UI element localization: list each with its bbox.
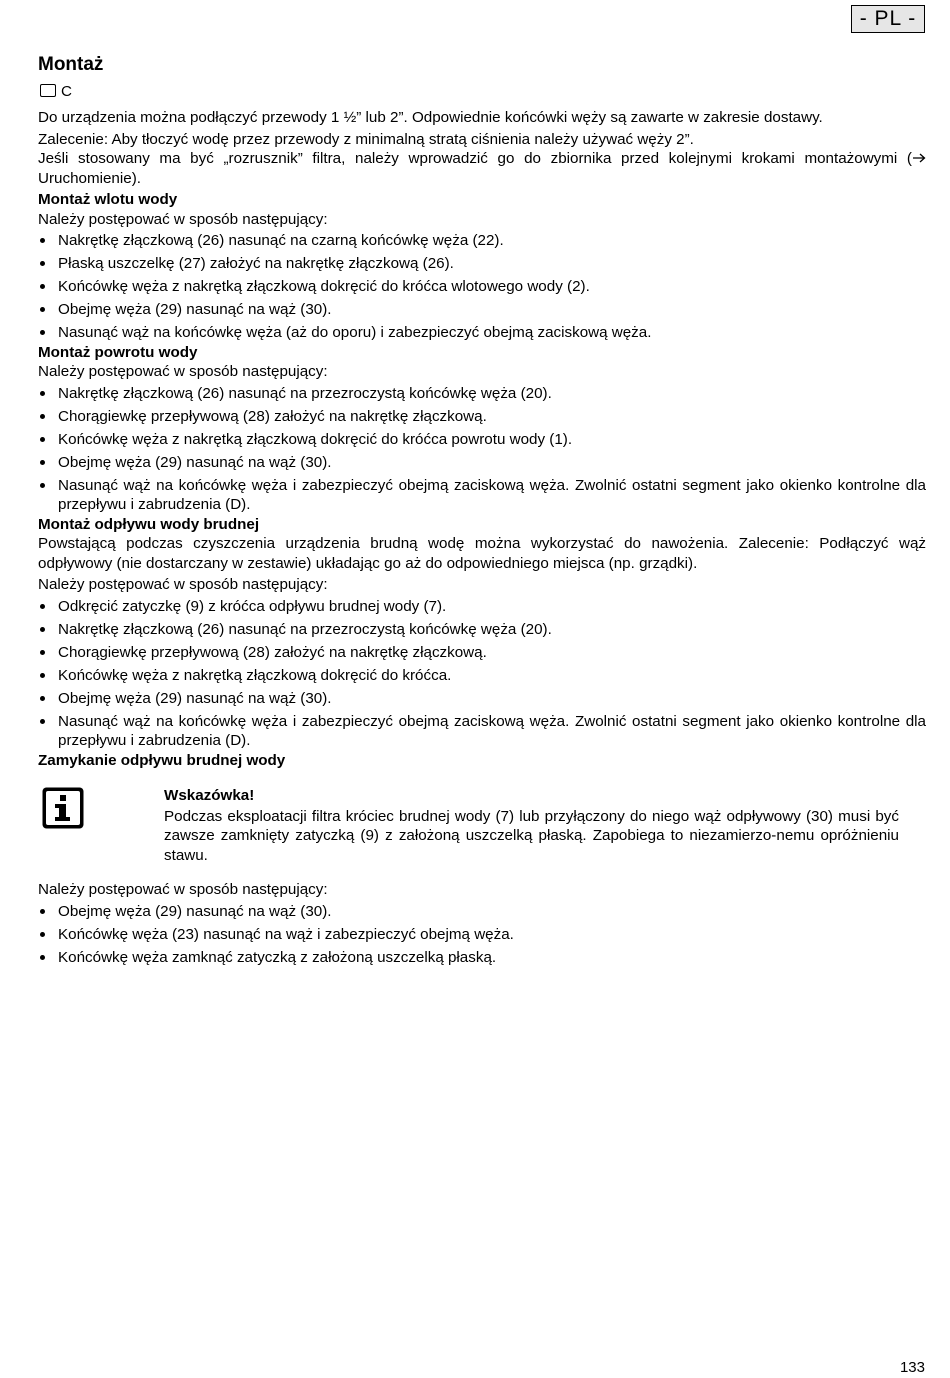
list-item: Końcówkę węża z nakrętką złączkową dokręcić do króćca. (38, 666, 926, 686)
list-item: Końcówkę węża zamknąć zatyczką z założoną uszczelką płaską. (38, 948, 926, 968)
page-number: 133 (899, 1359, 925, 1376)
list-item: Obejmę węża (29) nasunąć na wąż (30). (38, 902, 926, 922)
intro-paragraph: Do urządzenia można podłączyć przewody 1 ½” lub 2”. Odpowiednie końcówki węży są zawarte w zakresie dostawy. (38, 109, 823, 126)
list-item: Końcówkę węża z nakrętką złączkową dokręcić do króćca wlotowego wody (2). (38, 277, 926, 297)
step-list (38, 231, 926, 343)
section-heading: Zamykanie odpływu brudnej wody (38, 751, 286, 769)
note-title: Wskazówka! (164, 787, 255, 804)
section-paragraph: Powstającą podczas czyszczenia urządzenia brudną wodę można wykorzystać do nawożenia. Zalecenie: Podłączyć wąż odpływowy (nie dostarczany w zestawie) układając go aż do odpowiedniego miejsca (np. grządki). (38, 535, 926, 572)
info-icon (42, 787, 84, 829)
list-item: Nakrętkę złączkową (26) nasunąć na przezroczystą końcówkę węża (20). (38, 384, 926, 404)
list-item: Obejmę węża (29) nasunąć na wąż (30). (38, 300, 926, 320)
section-heading: Montaż wlotu wody (38, 191, 178, 208)
figure-reference (40, 82, 72, 102)
section-lead: Należy postępować w sposób następujący: (38, 210, 328, 228)
list-item: Obejmę węża (29) nasunąć na wąż (30). (38, 453, 926, 473)
intro-paragraph: Zalecenie: Aby tłoczyć wodę przez przewody z minimalną stratą ciśnienia należy używać węży 2”. (38, 130, 694, 148)
section-lead: Należy postępować w sposób następujący: (38, 576, 328, 593)
note-box (38, 772, 926, 880)
section-lead: Należy postępować w sposób następujący: (38, 881, 328, 898)
step-list (38, 384, 926, 515)
step-list (38, 597, 926, 751)
intro-paragraph (38, 149, 926, 188)
list-item: Końcówkę węża (23) nasunąć na wąż i zabezpieczyć obejmą węża. (38, 925, 926, 945)
intro-text: Jeśli stosowany ma być „rozrusznik” filtra, należy wprowadzić go do zbiornika przed kolejnymi krokami montażowymi ( (38, 150, 912, 167)
section-heading: Montaż powrotu wody (38, 343, 198, 361)
list-item: Końcówkę węża z nakrętką złączkową dokręcić do króćca powrotu wody (1). (38, 430, 926, 450)
list-item: Odkręcić zatyczkę (9) z króćca odpływu brudnej wody (7). (38, 597, 926, 617)
list-item: Nasunąć wąż na końcówkę węża i zabezpieczyć obejmą zaciskową węża. Zwolnić ostatni segment jako okienko kontrolne dla przepływu i zabrudzenia (D). (38, 476, 926, 515)
figure-label: C (61, 83, 72, 100)
content (38, 108, 926, 971)
list-item: Nakrętkę złączkową (26) nasunąć na przezroczystą końcówkę węża (20). (38, 620, 926, 640)
note-body (164, 786, 899, 867)
note-text: Podczas eksploatacji filtra króciec brudnej wody (7) lub przyłączony do niego wąż odpływowy (30) musi być zawsze zamknięty zatyczką (9) z założoną uszczelką płaską. Zapobiega to niezamierzo-nemu opróżnieniu stawu. (164, 807, 899, 864)
language-tag: - PL - (851, 5, 925, 33)
step-list (38, 902, 926, 968)
list-item: Chorągiewkę przepływową (28) założyć na nakrętkę złączkową. (38, 407, 926, 427)
section-heading: Montaż odpływu wody brudnej (38, 515, 260, 533)
list-item: Chorągiewkę przepływową (28) założyć na nakrętkę złączkową. (38, 643, 926, 663)
list-item: Płaską uszczelkę (27) założyć na nakrętkę złączkową (26). (38, 254, 926, 274)
page-title: Montaż (38, 54, 104, 75)
list-item: Obejmę węża (29) nasunąć na wąż (30). (38, 689, 926, 709)
list-item: Nakrętkę złączkową (26) nasunąć na czarną końcówkę węża (22). (38, 231, 926, 251)
intro-link-text: Uruchomienie). (38, 169, 141, 187)
figure-box-icon (40, 84, 56, 97)
list-item: Nasunąć wąż na końcówkę węża i zabezpieczyć obejmą zaciskową węża. Zwolnić ostatni segment jako okienko kontrolne dla przepływu i zabrudzenia (D). (38, 712, 926, 751)
arrow-right-icon (912, 149, 926, 169)
section-lead: Należy postępować w sposób następujący: (38, 363, 328, 380)
list-item: Nasunąć wąż na końcówkę węża (aż do oporu) i zabezpieczyć obejmą zaciskową węża. (38, 323, 926, 343)
